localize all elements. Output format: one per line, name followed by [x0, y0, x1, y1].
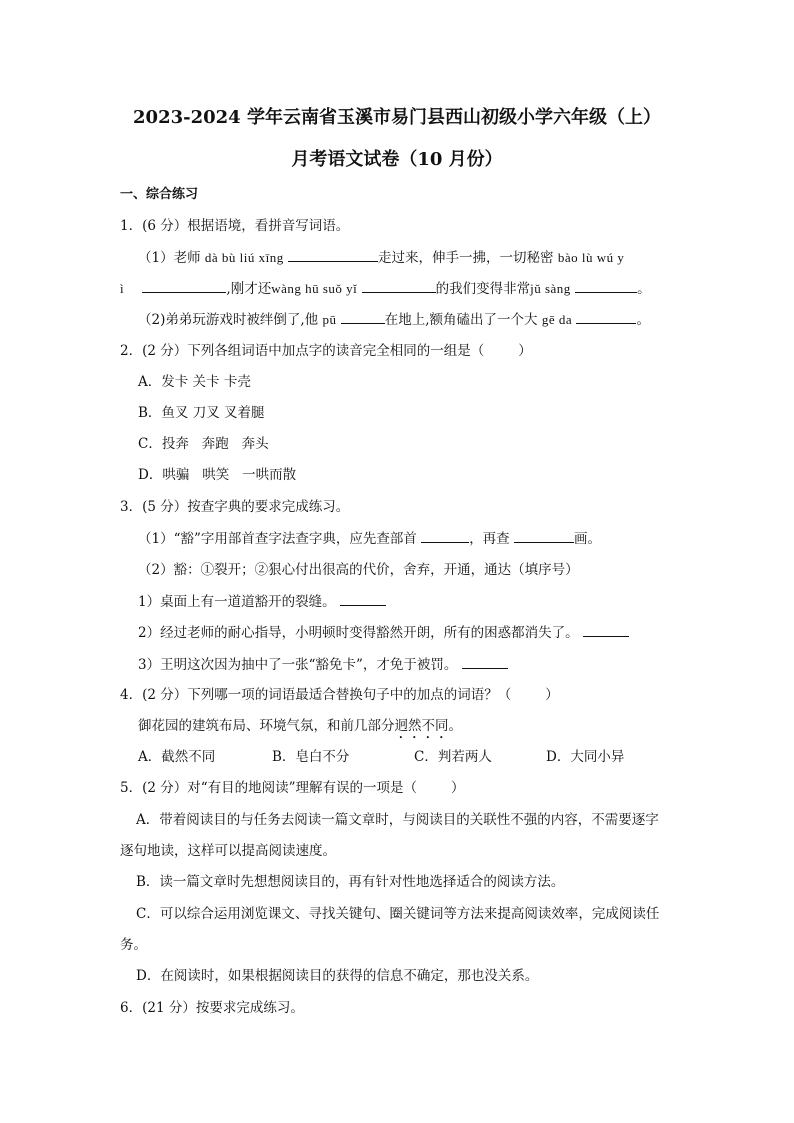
q2-option-b[interactable]: [138, 404, 265, 422]
q1-l3-text-c: 。: [636, 312, 650, 328]
q4-option-a[interactable]: A．截然不同: [138, 749, 216, 765]
q3-item-3: [138, 655, 508, 674]
q1-l1-text-a: （1）老师: [138, 250, 205, 266]
q4-dotted-phrase: 迥然不同: [394, 718, 449, 734]
q4-options: [138, 748, 624, 766]
q3-item-1-text: 1）桌面上有一道道豁开的裂缝。: [138, 594, 336, 610]
q2-stem: [120, 342, 532, 360]
q5-option-c-line-2: 务。: [120, 937, 147, 953]
q1-l3-text-b: 在地上,额角磕出了一个大: [384, 312, 542, 328]
q4-stem-close: ）: [545, 687, 559, 703]
q3-sub-2: （2）豁：①裂开；②狠心付出很高的代价，舍弃，开通，通达（填序号）: [138, 562, 579, 578]
q5-option-b[interactable]: B．读一篇文章时先想想阅读目的，再有针对性地选择适合的阅读方法。: [136, 874, 565, 890]
q4-stem-text: 4．(2 分）下列哪一项的词语最适合替换句子中的加点的词语？（: [120, 687, 512, 703]
q3-item-1: [138, 592, 386, 611]
q2-b-word-2: 刀叉: [192, 405, 220, 421]
q1-l2-text-d: 。: [637, 281, 651, 297]
q3-item-3-blank[interactable]: [462, 655, 508, 669]
q2-d-label: D．: [138, 467, 163, 483]
q2-a-word-3: 卡壳: [223, 374, 251, 390]
q2-option-a[interactable]: [138, 373, 251, 391]
q5-option-a-line-1[interactable]: A．带着阅读目的与任务去阅读一篇文章时，与阅读目的关联性不强的内容，不需要逐字: [136, 812, 659, 828]
q1-l3-text-a: （2)弟弟玩游戏时被绊倒了,他: [138, 312, 323, 328]
q2-b-label: B．: [138, 405, 162, 421]
q1-stem: 1．(6 分）根据语境，看拼音写词语。: [120, 218, 350, 234]
q3-s1-text-c: 画。: [573, 531, 601, 547]
section-heading: 一、综合练习: [120, 187, 199, 202]
q1-l2-text-b: ,刚才还: [226, 281, 272, 297]
q4-stem: [120, 686, 559, 704]
q1-line-2: [120, 279, 651, 298]
q5-option-c-line-1[interactable]: C．可以综合运用浏览课文、寻找关键句、圈关键词等方法来提高阅读效率，完成阅读任: [136, 906, 660, 922]
q3-blank-radical[interactable]: [421, 529, 469, 543]
q2-a-word-1: 发卡: [161, 374, 189, 390]
q2-stem-close: ）: [518, 343, 532, 359]
q2-c-word-2: 奔跑: [201, 436, 229, 452]
q2-b-word-1: 鱼叉: [161, 405, 189, 421]
q3-item-2-text: 2）经过老师的耐心指导，小明顿时变得豁然开朗，所有的困惑都消失了。: [138, 625, 579, 641]
q2-d-word-1: 哄骗: [162, 467, 190, 483]
q2-a-label: A．: [138, 374, 162, 390]
q2-b-word-3: 叉着腿: [224, 405, 265, 421]
q1-l1-text-b: 走过来，伸手一拂，一切秘密: [378, 250, 558, 266]
q4-option-c[interactable]: C．判若两人: [414, 749, 492, 765]
q3-stem: 3．(5 分）按查字典的要求完成练习。: [120, 499, 350, 515]
q5-stem-close: ）: [451, 780, 465, 796]
q1-blank-2[interactable]: [142, 279, 226, 293]
q3-item-1-blank[interactable]: [340, 592, 386, 606]
q4-option-d[interactable]: D．大同小异: [546, 749, 625, 765]
q1-blank-5[interactable]: [341, 310, 385, 324]
q2-c-word-3: 奔头: [241, 436, 269, 452]
q3-item-3-text: 3）王明这次因为抽中了一张“豁免卡”，才免于被罚。: [138, 657, 458, 673]
q2-c-word-1: 投奔: [161, 436, 189, 452]
q3-s1-text-b: ，再查: [469, 531, 514, 547]
q5-option-d[interactable]: D．在阅读时，如果根据阅读目的获得的信息不确定，那也没关系。: [136, 968, 539, 984]
q2-option-c[interactable]: [138, 435, 269, 453]
q1-pinyin-2: bào lù wú y: [557, 250, 625, 265]
q2-c-label: C．: [138, 436, 162, 452]
q2-d-word-2: 哄笑: [202, 467, 230, 483]
q1-blank-1[interactable]: [288, 248, 378, 262]
q3-blank-strokes[interactable]: [514, 529, 574, 543]
q1-blank-4[interactable]: [575, 279, 637, 293]
q4-sentence-b: 。: [448, 718, 462, 734]
exam-title-line-2: 月考语文试卷（10 月份）: [291, 149, 503, 170]
q1-line-3: [138, 310, 650, 329]
q2-a-word-2: 关卡: [192, 374, 220, 390]
q1-pinyin-1: dà bù liú xīng: [204, 250, 284, 265]
q5-option-a-line-2: 逐句地读，这样可以提高阅读速度。: [120, 843, 336, 859]
q3-sub-1: [138, 529, 601, 548]
q1-pinyin-2-cont: ì: [120, 281, 125, 296]
q2-option-d[interactable]: [138, 466, 296, 484]
q3-s1-text-a: （1）“豁”字用部首查字法查字典，应先查部首: [138, 531, 422, 547]
q1-pinyin-5: pū: [322, 312, 337, 327]
q3-item-2-blank[interactable]: [583, 623, 629, 637]
q1-blank-6[interactable]: [576, 310, 636, 324]
q1-line-1: [138, 248, 624, 267]
q1-pinyin-4: jǔ sàng: [530, 281, 571, 296]
q1-l2-text-c: 的我们变得非常: [435, 281, 531, 297]
q1-pinyin-3: wàng hū suǒ yǐ: [271, 281, 358, 296]
q1-pinyin-6: gē da: [541, 312, 573, 327]
q4-option-b[interactable]: B．皂白不分: [272, 749, 350, 765]
q3-item-2: [138, 623, 629, 642]
q1-blank-3[interactable]: [362, 279, 436, 293]
q2-stem-text: 2．(2 分）下列各组词语中加点字的读音完全相同的一组是（: [120, 343, 485, 359]
q4-sentence-a: 御花园的建筑布局、环境气氛，和前几部分: [138, 718, 395, 734]
q6-stem: 6．(21 分）按要求完成练习。: [120, 1000, 304, 1016]
q5-stem: [120, 779, 465, 797]
exam-title-line-1: 2023-2024 学年云南省玉溪市易门县西山初级小学六年级（上）: [133, 107, 661, 128]
q5-stem-text: 5．(2 分）对“有目的地阅读”理解有误的一项是（: [120, 780, 418, 796]
q2-d-word-3: 一哄而散: [242, 467, 297, 483]
q4-sentence: [138, 717, 462, 742]
